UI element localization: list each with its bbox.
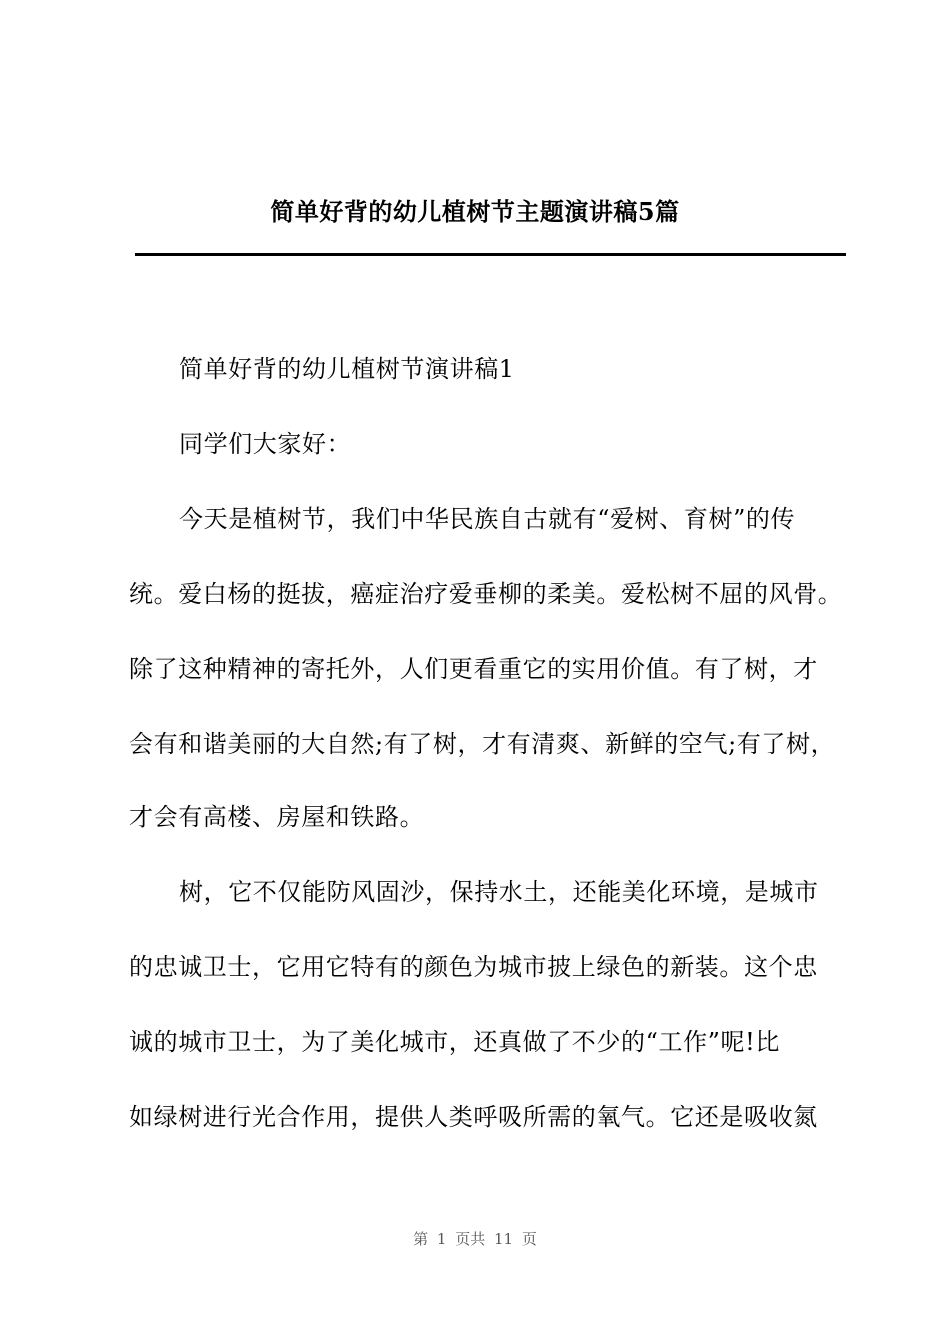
paragraph-line: 如绿树进行光合作用，提供人类呼吸所需的氧气。它还是吸收氮 (129, 1103, 818, 1131)
section-heading: 简单好背的幼儿植树节演讲稿1 (179, 355, 515, 383)
paragraph-line: 树，它不仅能防风固沙，保持水土，还能美化环境，是城市 (179, 878, 819, 906)
paragraph-line: 今天是植树节，我们中华民族自古就有“爱树、育树”的传 (179, 505, 796, 533)
paragraph-line: 的忠诚卫士，它用它特有的颜色为城市披上绿色的新装。这个忠 (129, 953, 818, 981)
paragraph-line: 会有和谐美丽的大自然;有了树，才有清爽、新鲜的空气;有了树， (129, 730, 836, 758)
paragraph-line: 诚的城市卫士，为了美化城市，还真做了不少的“工作”呢!比 (129, 1028, 780, 1056)
page-number-footer: 第 1 页共 11 页 (413, 1230, 537, 1248)
paragraph-line: 除了这种精神的寄托外，人们更看重它的实用价值。有了树，才 (129, 655, 818, 683)
document-title: 简单好背的幼儿植树节主题演讲稿5篇 (270, 197, 680, 226)
title-underline (135, 253, 846, 256)
paragraph-line: 才会有高楼、房屋和铁路。 (129, 803, 425, 831)
greeting-line: 同学们大家好： (179, 430, 352, 458)
paragraph-line: 统。爱白杨的挺拔，癌症治疗爱垂柳的柔美。爱松树不屈的风骨。 (129, 580, 843, 608)
